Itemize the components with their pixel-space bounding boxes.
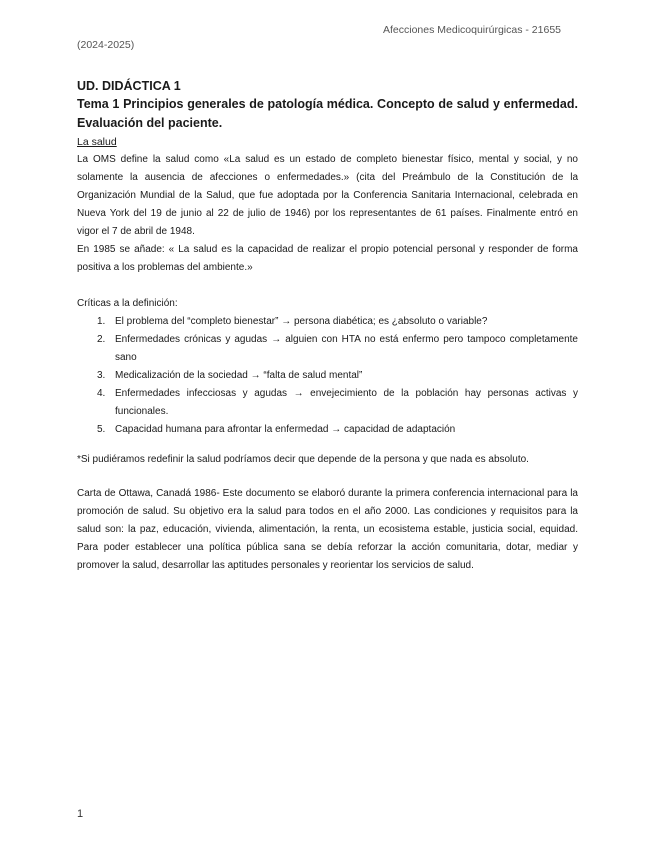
spacer	[77, 277, 578, 295]
list-item-number: 1.	[97, 316, 106, 327]
list-item-number: 5.	[97, 424, 106, 435]
list-item-text: Capacidad humana para afrontar la enfermedad → capacidad de adaptación	[115, 424, 456, 435]
list-item-text: Enfermedades crónicas y agudas → alguien con HTA no está enfermo pero tampoco completamente sano	[115, 334, 578, 363]
page-content	[77, 77, 578, 575]
list-item-number: 4.	[97, 388, 106, 399]
section-title: La salud	[77, 136, 117, 148]
list-item	[97, 421, 578, 439]
paragraph-oms: La OMS define la salud como «La salud es un estado de completo bienestar físico, mental y social, y no solamente la ausencia de afecciones o enfermedades.» (cita del Preámbulo de la Constitución de la Organización Mundial de la Salud, que fue adoptada por la Conferencia Sanitaria Internacional, celebrada en Nueva York del 19 de junio al 22 de julio de 1946) por los representantes de 61 países. Finalmente entró en vigor el 7 de abril de 1948.	[77, 154, 578, 237]
list-item-number: 3.	[97, 370, 106, 381]
list-item-text: El problema del “completo bienestar” → persona diabética; es ¿absoluto o variable?	[115, 316, 488, 327]
page-number: 1	[77, 808, 84, 820]
spacer	[77, 439, 578, 451]
list-item	[97, 367, 578, 385]
header-course: Afecciones Medicoquirúrgicas - 21655	[382, 24, 561, 36]
header-year: (2024-2025)	[77, 39, 135, 51]
paragraph-ottawa: Carta de Ottawa, Canadá 1986- Este documento se elaboró durante la primera conferencia internacional para la promoción de salud. Su objetivo era la salud para todos en el año 2000. Las condiciones y requisitos para la salud son: la paz, educación, vivienda, alimentación, la renta, un ecosistema estable, justicia social, equidad. Para poder establecer una política pública sana se debía reforzar la acción comunitaria, dotar, mediar y promover la salud, desarrollar las aptitudes personales y reorientar los servicios de salud.	[77, 488, 578, 571]
paragraph-note: *Si pudiéramos redefinir la salud podríamos decir que depende de la persona y que nada es absoluto.	[77, 454, 529, 465]
list-item	[97, 331, 578, 367]
list-item-text: Medicalización de la sociedad → “falta de salud mental”	[115, 370, 363, 381]
criticas-list	[77, 313, 578, 439]
paragraph-1985: En 1985 se añade: « La salud es la capacidad de realizar el propio potencial personal y responder de forma positiva a los problemas del ambiente.»	[77, 244, 578, 273]
list-item-number: 2.	[97, 334, 106, 345]
unit-title: UD. DIDÁCTICA 1	[77, 79, 181, 93]
list-item-text: Enfermedades infecciosas y agudas → envejecimiento de la población hay personas activas y funcionales.	[115, 388, 578, 417]
list-item	[97, 313, 578, 331]
list-item	[97, 385, 578, 421]
criticas-intro: Críticas a la definición:	[77, 298, 178, 309]
topic-title: Tema 1 Principios generales de patología médica. Concepto de salud y enfermedad. Evaluación del paciente.	[77, 97, 578, 130]
spacer	[77, 469, 578, 485]
